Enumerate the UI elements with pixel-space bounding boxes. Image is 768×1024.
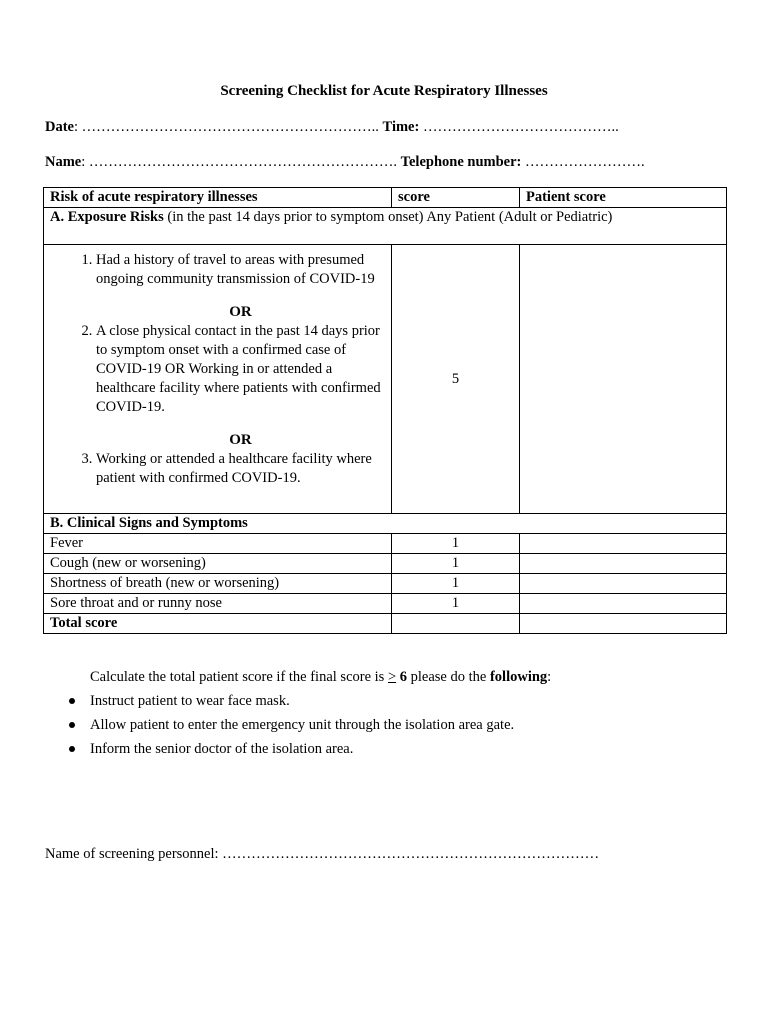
- total-label: [44, 614, 392, 634]
- exposure-item-3: 3. Working or attended a healthcare facility where patient with confirmed COVID-19.: [96, 450, 385, 488]
- table-row: [44, 574, 727, 594]
- symptom-score: 1: [392, 534, 520, 554]
- table-row: [44, 554, 727, 574]
- header-risk: Risk of acute respiratory illnesses: [44, 188, 392, 208]
- symptom-patient-score[interactable]: [520, 594, 727, 614]
- exposure-items-row: [44, 245, 727, 514]
- or-label-1: OR: [229, 304, 252, 320]
- exposure-item-1: 1. Had a history of travel to areas with presumed ongoing community transmission of COVID-19: [96, 251, 385, 289]
- screening-table: [43, 187, 727, 634]
- time-field[interactable]: …………………………………..: [422, 119, 619, 135]
- phone-field[interactable]: …………………….: [525, 154, 645, 170]
- date-label: Date: [45, 119, 74, 135]
- symptom-label: Shortness of breath (new or worsening): [44, 574, 392, 594]
- name-field[interactable]: : ……………………………………………………….: [81, 154, 398, 170]
- section-b-title: [44, 514, 727, 534]
- section-a-heading: [44, 208, 727, 245]
- bullet-text: Inform the senior doctor of the isolation area.: [90, 741, 354, 757]
- section-a-title: A. Exposure Risks: [50, 209, 164, 225]
- name-line: [45, 154, 645, 171]
- list-item: [45, 715, 514, 739]
- threshold-value: 6: [396, 669, 408, 685]
- symptom-label: Fever: [44, 534, 392, 554]
- section-a-row: [44, 208, 727, 245]
- section-a-note: (in the past 14 days prior to symptom onset) Any Patient (Adult or Pediatric): [163, 209, 613, 225]
- date-line: [45, 119, 619, 136]
- symptom-patient-score[interactable]: [520, 534, 727, 554]
- symptom-label: Cough (new or worsening): [44, 554, 392, 574]
- symptom-label: Sore throat and or runny nose: [44, 594, 392, 614]
- bullet-icon: [69, 722, 75, 728]
- symptom-score: 1: [392, 594, 520, 614]
- header-score: score: [392, 188, 520, 208]
- header-patient-score: Patient score: [520, 188, 727, 208]
- bullet-text: Instruct patient to wear face mask.: [90, 693, 290, 709]
- total-label-text: Total score: [50, 615, 118, 631]
- instruction-text-mid: please do the: [407, 669, 490, 685]
- exposure-patient-score[interactable]: [520, 245, 727, 514]
- following-text: following: [489, 669, 548, 685]
- exposure-item-2: 2. A close physical contact in the past 14 days prior to symptom onset with a confirmed case of COVID-19 OR Working in or attended a healthcare facility where patients with confirmed COVID-19.: [96, 322, 385, 417]
- list-item: [45, 691, 514, 715]
- table-header-row: [44, 188, 727, 208]
- table-row: [44, 594, 727, 614]
- section-b-title-text: B. Clinical Signs and Symptoms: [50, 515, 248, 531]
- symptom-score: 1: [392, 574, 520, 594]
- ge-symbol: >: [387, 669, 397, 685]
- bullet-text: Allow patient to enter the emergency unit through the isolation area gate.: [90, 717, 515, 733]
- document-title: Screening Checklist for Acute Respiratory Illnesses: [220, 83, 548, 99]
- total-patient-score[interactable]: [520, 614, 727, 634]
- or-label-2: OR: [229, 432, 252, 448]
- screening-personnel-line[interactable]: Name of screening personnel: ……………………………………………………………………: [45, 846, 600, 862]
- instruction-list: [45, 691, 514, 763]
- instruction-text-start: Calculate the total patient score if the final score is: [90, 669, 388, 685]
- date-field[interactable]: : ……………………………………………………..: [74, 119, 379, 135]
- name-label: Name: [45, 154, 82, 170]
- time-label: Time:: [382, 119, 420, 135]
- instruction-text-end: :: [547, 669, 552, 685]
- bullet-icon: [69, 698, 75, 704]
- table-row: [44, 534, 727, 554]
- total-row: [44, 614, 727, 634]
- list-item: [45, 739, 514, 763]
- section-b-row: [44, 514, 727, 534]
- symptom-score: 1: [392, 554, 520, 574]
- exposure-score: 5: [392, 245, 520, 514]
- phone-label: Telephone number:: [400, 154, 522, 170]
- symptom-patient-score[interactable]: [520, 574, 727, 594]
- total-score-cell: [392, 614, 520, 634]
- exposure-items-cell: [44, 245, 392, 514]
- bullet-icon: [69, 746, 75, 752]
- symptom-patient-score[interactable]: [520, 554, 727, 574]
- instruction-lead: [90, 669, 551, 686]
